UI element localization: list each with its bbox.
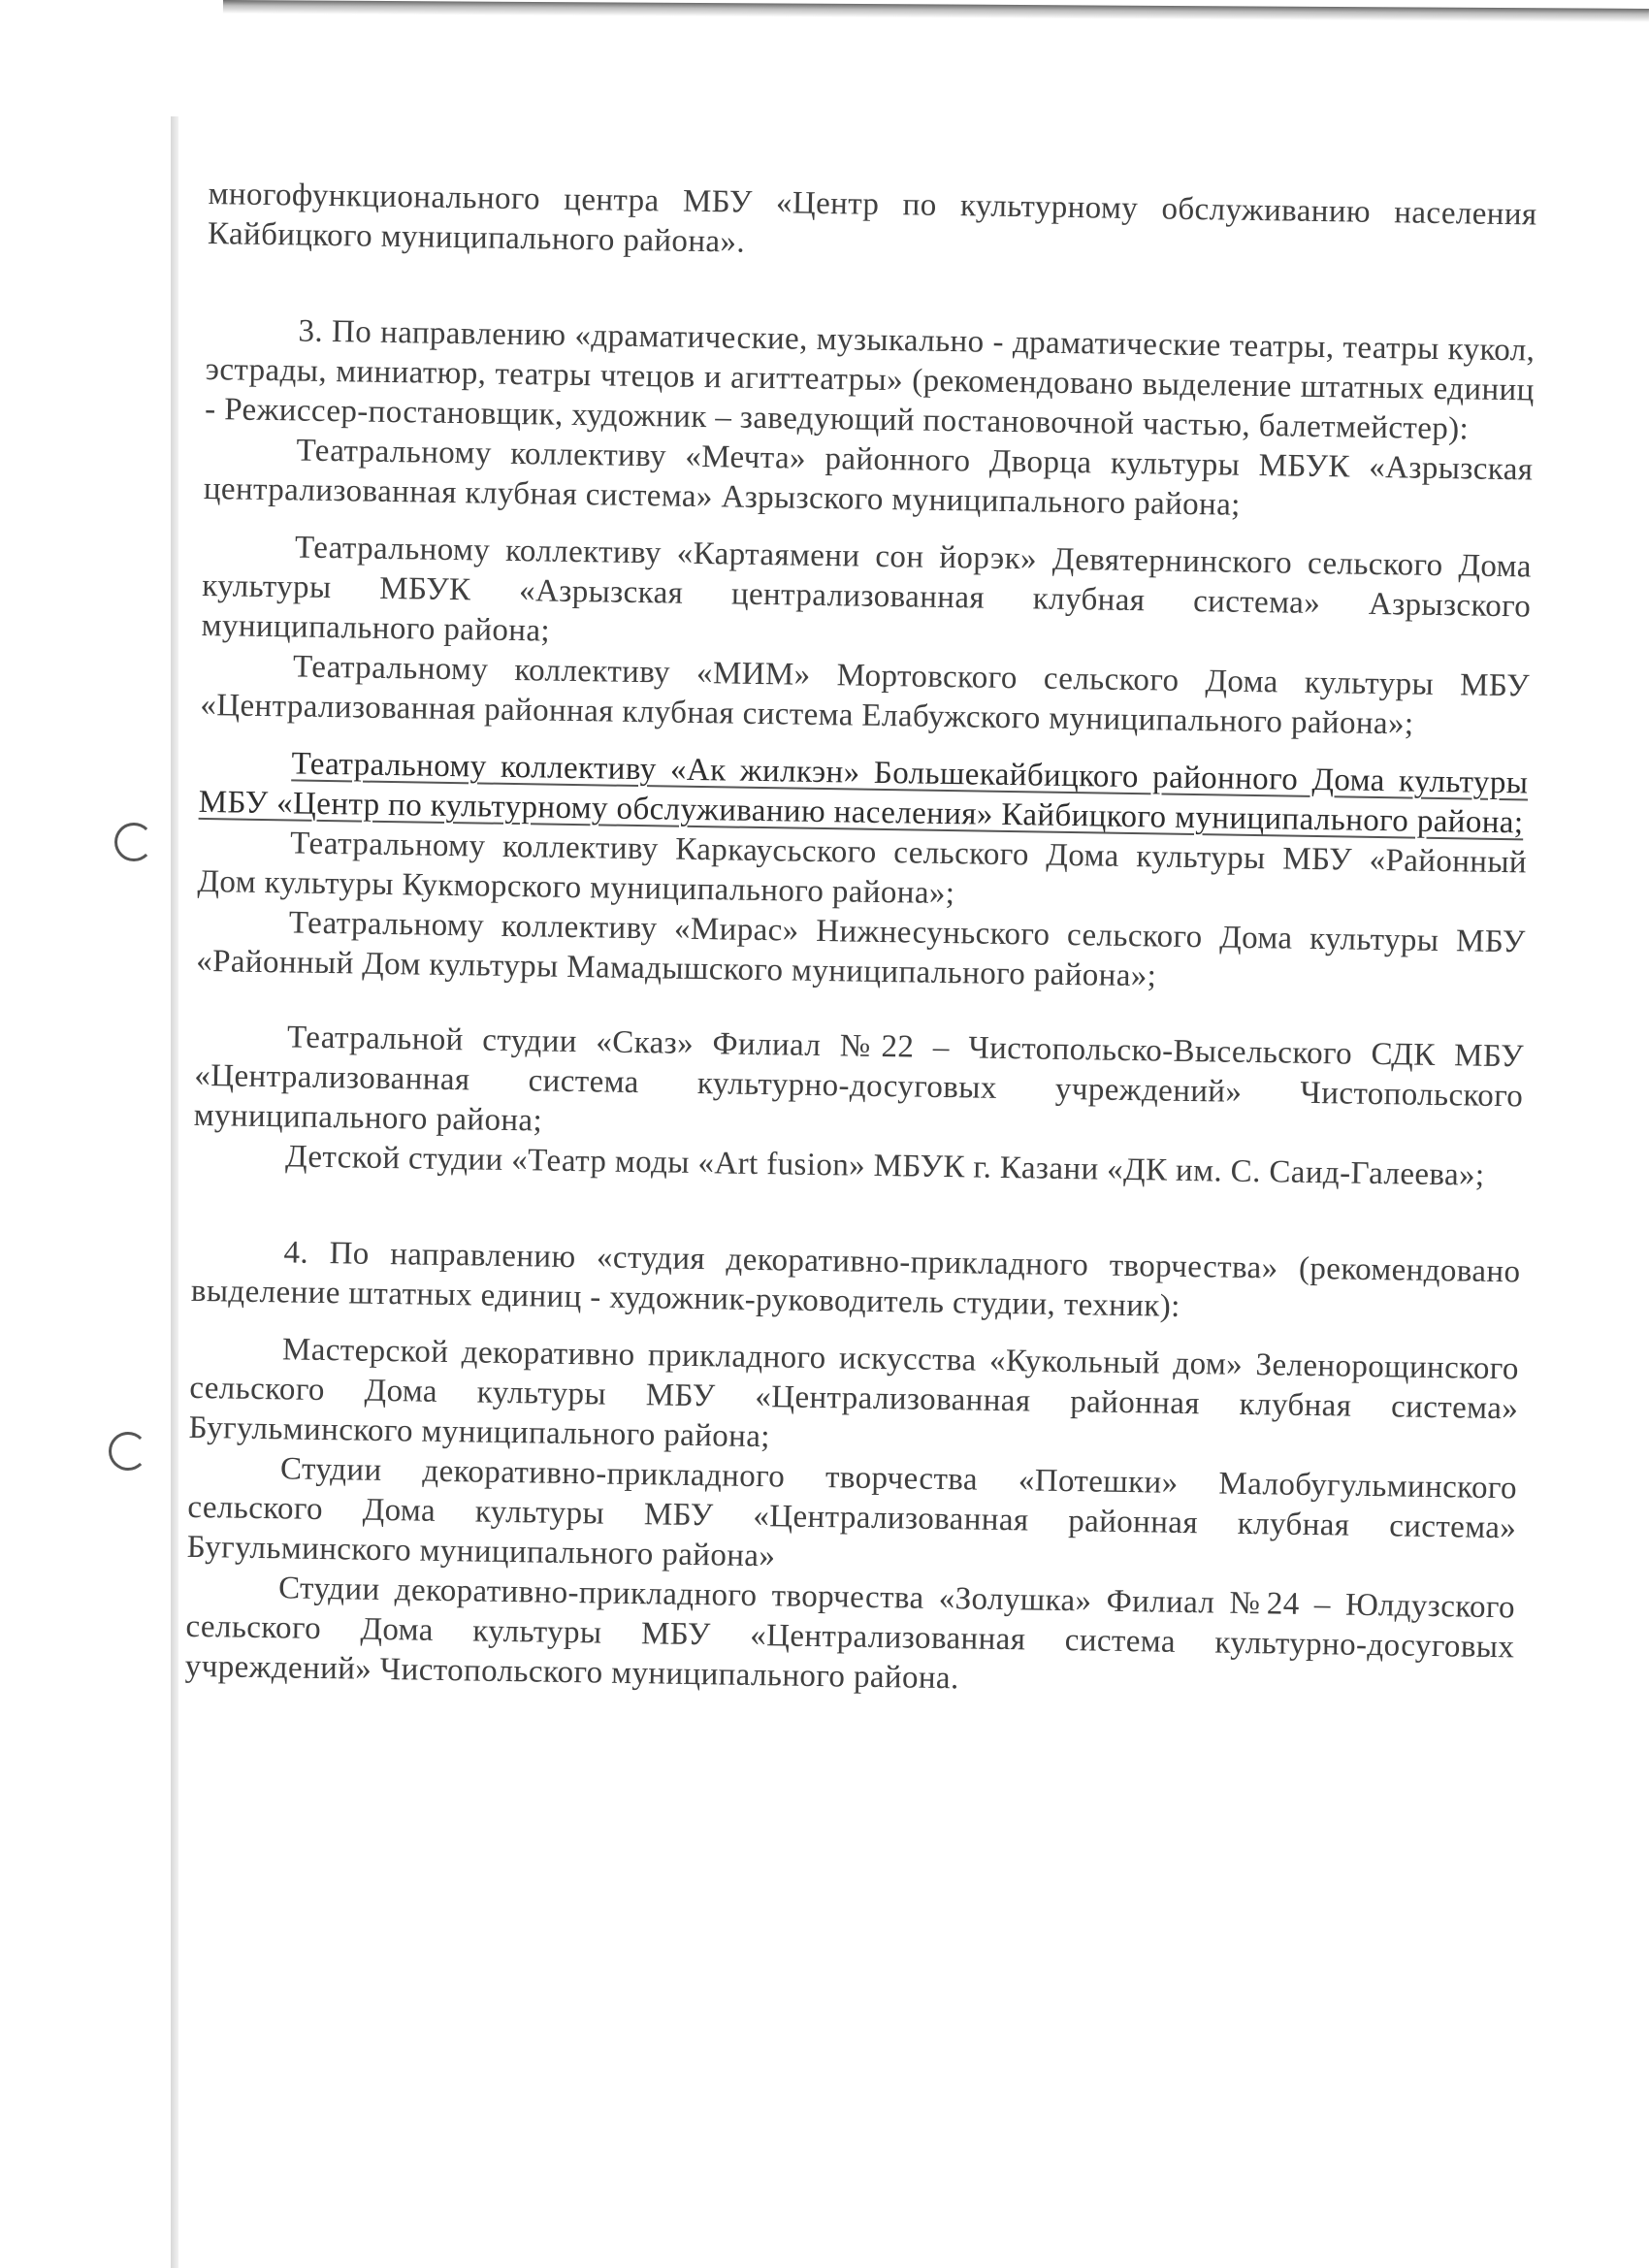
list-item: Театральному коллективу «Мечта» районного Дворца культуры МБУК «Азрызская централизованная клубная система» Азрызского муниципального района; bbox=[203, 433, 1534, 523]
list-item: Театральному коллективу «Мирас» Нижнесуньского сельского Дома культуры МБУ «Районный Дом культуры Мамадышского муниципального района»; bbox=[195, 905, 1527, 994]
list-item: Театральному коллективу Каркаусьского сельского Дома культуры МБУ «Районный Дом культуры Кукморского муниципального района»; bbox=[197, 826, 1528, 912]
list-item: Театральному коллективу «МИМ» Мортовского сельского Дома культуры МБУ «Централизованная районная клубная система Елабужского муниципального района»; bbox=[200, 649, 1531, 742]
punch-hole-lower bbox=[109, 1432, 147, 1471]
intro-paragraph: многофункционального центра МБУ «Центр по культурному обслуживанию населения Кайбицкого муниципального района». bbox=[207, 176, 1537, 260]
list-item: Студии декоративно-прикладного творчества «Золушка» Филиал №24 – Юлдузского сельского Дома культуры МБУ «Централизованная система культурно-досуговых учреждений» Чистопольского муниципального района. bbox=[184, 1571, 1516, 1697]
list-item: Театральной студии «Сказ» Филиал №22 – Чистопольско-Высельского СДК МБУ «Централизованная система культурно-досуговых учреждений» Чистопольского муниципального района; bbox=[193, 1020, 1525, 1139]
list-item: Театральному коллективу «Картаямени сон йорэк» Девятернинского сельского Дома культуры МБУК «Азрызская централизованная клубная система» Азрызского муниципального района; bbox=[201, 530, 1533, 649]
document-page bbox=[185, 175, 1537, 1707]
handwritten-underline-text: Театральному коллективу «Ак жилкэн» Большекайбицкого районного Дома культуры МБУ «Центр по культурному обслуживанию населения» Кайбицкого муниципального района; bbox=[198, 746, 1529, 841]
scan-top-edge bbox=[223, 0, 1649, 22]
list-item: Мастерской декоративно прикладного искусства «Кукольный дом» Зеленорощинского сельского Дома культуры МБУ «Централизованная районная клубная система» Бугульминского муниципального района; bbox=[188, 1332, 1520, 1455]
section-3-heading: 3. По направлению «драматические, музыкально - драматические театры, театры кукол, эстрады, миниатюр, театры чтецов и агиттеатры» (рекомендовано выделение штатных единиц - Режиссер-постановщик, художник – заведующий постановочной частью, балетмейстер): bbox=[204, 313, 1536, 447]
scan-folded-corner bbox=[0, 0, 223, 320]
punch-hole-upper bbox=[114, 823, 153, 861]
scan-left-edge bbox=[171, 116, 178, 2268]
list-item: Студии декоративно-прикладного творчества «Потешки» Малобугульминского сельского Дома культуры МБУ «Централизованная районная клубная система» Бугульминского муниципального района» bbox=[186, 1451, 1518, 1574]
section-4-heading: 4. По направлению «студия декоративно-прикладного творчества» (рекомендовано выделение штатных единиц - художник-руководитель студии, техник): bbox=[190, 1235, 1521, 1324]
list-item: Детской студии «Театр моды «Art fusion» МБУК г. Казани «ДК им. С. Саид-Галеева»; bbox=[284, 1139, 1485, 1193]
